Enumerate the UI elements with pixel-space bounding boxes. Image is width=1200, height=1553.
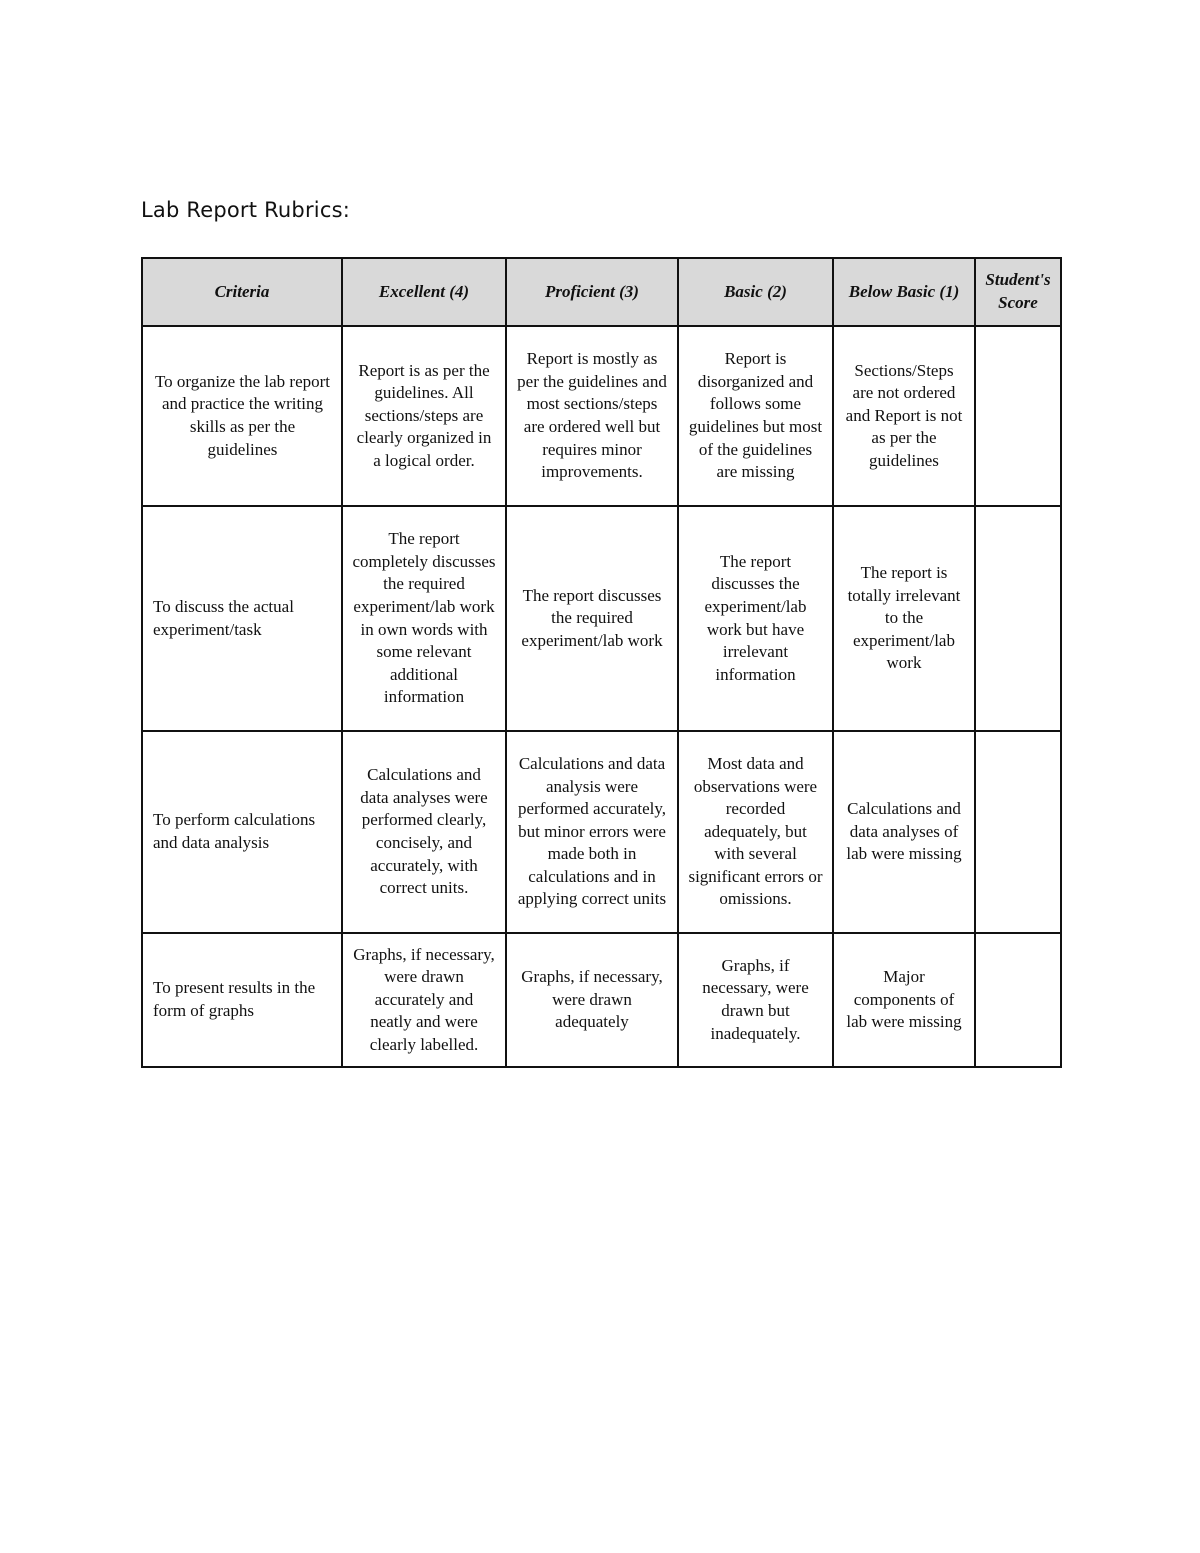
proficient-cell: The report discusses the required experiment/lab work xyxy=(506,506,678,731)
student-score-cell xyxy=(975,731,1061,933)
basic-cell: The report discusses the experiment/lab work but have irrelevant information xyxy=(678,506,833,731)
basic-cell: Most data and observations were recorded adequately, but with several significant errors or omissions. xyxy=(678,731,833,933)
rubric-table xyxy=(141,257,1062,1068)
header-criteria: Criteria xyxy=(142,258,342,326)
header-excellent: Excellent (4) xyxy=(342,258,506,326)
table-row xyxy=(142,731,1061,933)
table-row xyxy=(142,506,1061,731)
header-basic: Basic (2) xyxy=(678,258,833,326)
page-title: Lab Report Rubrics: xyxy=(141,198,350,222)
header-row xyxy=(142,258,1061,326)
table-row xyxy=(142,326,1061,506)
table-row xyxy=(142,933,1061,1067)
excellent-cell: The report completely discusses the required experiment/lab work in own words with some relevant additional information xyxy=(342,506,506,731)
header-proficient: Proficient (3) xyxy=(506,258,678,326)
excellent-cell: Calculations and data analyses were performed clearly, concisely, and accurately, with correct units. xyxy=(342,731,506,933)
proficient-cell: Graphs, if necessary, were drawn adequately xyxy=(506,933,678,1067)
student-score-cell xyxy=(975,933,1061,1067)
basic-cell: Report is disorganized and follows some guidelines but most of the guidelines are missing xyxy=(678,326,833,506)
below-basic-cell: Sections/Steps are not ordered and Report is not as per the guidelines xyxy=(833,326,975,506)
proficient-cell: Calculations and data analysis were performed accurately, but minor errors were made both in calculations and in applying correct units xyxy=(506,731,678,933)
below-basic-cell: The report is totally irrelevant to the experiment/lab work xyxy=(833,506,975,731)
basic-cell: Graphs, if necessary, were drawn but inadequately. xyxy=(678,933,833,1067)
below-basic-cell: Major components of lab were missing xyxy=(833,933,975,1067)
criteria-cell: To discuss the actual experiment/task xyxy=(142,506,342,731)
criteria-cell: To organize the lab report and practice the writing skills as per the guidelines xyxy=(142,326,342,506)
header-student-score: Student's Score xyxy=(975,258,1061,326)
criteria-cell: To present results in the form of graphs xyxy=(142,933,342,1067)
proficient-cell: Report is mostly as per the guidelines and most sections/steps are ordered well but requires minor improvements. xyxy=(506,326,678,506)
excellent-cell: Graphs, if necessary, were drawn accurately and neatly and were clearly labelled. xyxy=(342,933,506,1067)
criteria-cell: To perform calculations and data analysis xyxy=(142,731,342,933)
excellent-cell: Report is as per the guidelines. All sections/steps are clearly organized in a logical order. xyxy=(342,326,506,506)
below-basic-cell: Calculations and data analyses of lab were missing xyxy=(833,731,975,933)
header-below-basic: Below Basic (1) xyxy=(833,258,975,326)
student-score-cell xyxy=(975,506,1061,731)
student-score-cell xyxy=(975,326,1061,506)
